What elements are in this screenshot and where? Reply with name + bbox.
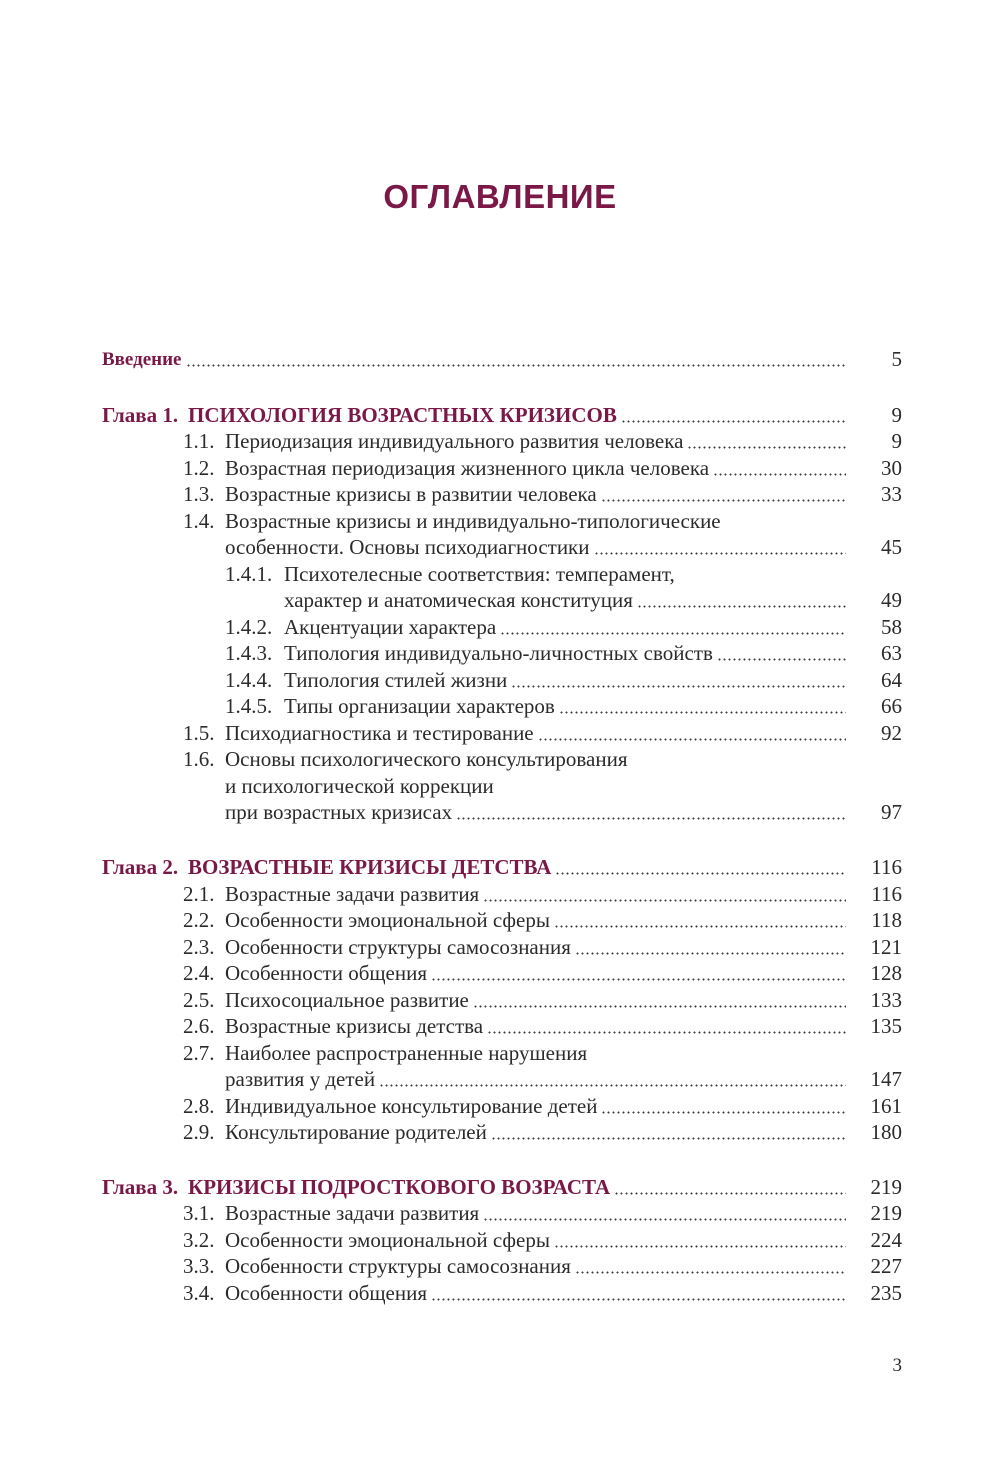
toc-entry-page: 92 (881, 721, 902, 745)
toc-entry-2-9[interactable] (183, 1119, 850, 1146)
toc-entry-page: 128 (870, 961, 902, 985)
toc-entry-page: 219 (870, 1201, 902, 1225)
dot-leader (431, 966, 846, 982)
toc-entry-page: 97 (881, 800, 902, 824)
toc-entry-number: 1.5. (183, 721, 215, 745)
toc-entry-2-7[interactable] (183, 1040, 850, 1067)
toc-entry-number: 1.2. (183, 456, 215, 480)
toc-entry-1-2[interactable] (183, 455, 850, 482)
toc-entry-title: Психосоциальное развитие (225, 988, 469, 1012)
toc-entry-number: 2.7. (183, 1041, 215, 1065)
toc-entry-title: Возрастные кризисы в развитии человека (225, 482, 597, 506)
dot-leader (186, 352, 847, 368)
dot-leader (483, 1206, 846, 1222)
toc-entry-number: 1.4. (183, 509, 215, 533)
toc-entry-1-4-3[interactable] (225, 640, 850, 667)
toc-entry-title: Возрастные кризисы и индивидуально-типологические (225, 509, 721, 533)
dot-leader (601, 487, 846, 503)
toc-entry-page: 219 (870, 1175, 902, 1199)
toc-entry-page: 180 (870, 1120, 902, 1144)
toc-entry-number: 1.3. (183, 482, 215, 506)
toc-entry-2-8[interactable] (183, 1093, 850, 1120)
toc-entry-title: Особенности эмоциональной сферы (225, 1228, 550, 1252)
dot-leader (379, 1072, 846, 1088)
toc-entry-number: Глава 2. (102, 855, 179, 879)
toc-entry-chapter-1[interactable] (102, 402, 850, 429)
page-number: 3 (892, 1355, 902, 1376)
toc-entry-page: 116 (871, 855, 902, 879)
toc-entry-number: 2.4. (183, 961, 215, 985)
toc-entry-1-3[interactable] (183, 481, 850, 508)
dot-leader (554, 1233, 846, 1249)
toc-entry-page: 5 (891, 347, 902, 371)
toc-entry-2-5[interactable] (183, 987, 850, 1014)
toc-entry-number: 1.4.3. (225, 641, 273, 665)
toc-entry-number: 3.3. (183, 1254, 215, 1278)
toc-entry-1-6-continued-2[interactable] (225, 799, 850, 826)
toc-entry-title: Особенности общения (225, 1281, 428, 1305)
toc-entry-number: Глава 3. (102, 1175, 179, 1199)
toc-entry-1-4-5[interactable] (225, 693, 850, 720)
dot-leader (601, 1099, 846, 1115)
toc-entry-number: 1.4.2. (225, 615, 273, 639)
toc-entry-number: 2.2. (183, 908, 215, 932)
toc-entry-title: развития у детей (225, 1067, 376, 1091)
toc-entry-title: Типы организации характеров (284, 694, 555, 718)
toc-entry-title: ПСИХОЛОГИЯ ВОЗРАСТНЫХ КРИЗИСОВ (188, 403, 617, 427)
toc-entry-title: особенности. Основы психодиагностики (225, 535, 590, 559)
dot-leader (554, 913, 846, 929)
dot-leader (621, 408, 846, 424)
toc-entry-number: 2.5. (183, 988, 215, 1012)
toc-entry-chapter-3[interactable] (102, 1174, 850, 1201)
toc-entry-title: Особенности структуры самосознания (225, 935, 571, 959)
toc-entry-3-3[interactable] (183, 1253, 850, 1280)
toc-entry-number: 3.4. (183, 1281, 215, 1305)
toc-entry-1-4-1[interactable] (225, 561, 850, 588)
toc-entry-2-2[interactable] (183, 907, 850, 934)
dot-leader (717, 646, 846, 662)
toc-entry-page: 64 (881, 668, 902, 692)
toc-entry-1-6[interactable] (183, 746, 850, 773)
toc-entry-title: Психотелесные соответствия: темперамент, (284, 562, 675, 586)
toc-entry-1-1[interactable] (183, 428, 850, 455)
toc-entry-page: 33 (881, 482, 902, 506)
toc-entry-2-4[interactable] (183, 960, 850, 987)
toc-entry-1-4[interactable] (183, 508, 850, 535)
dot-leader (713, 461, 846, 477)
toc-entry-1-5[interactable] (183, 720, 850, 747)
toc-entry-title: Возрастные кризисы детства (225, 1014, 484, 1038)
dot-leader (538, 726, 846, 742)
toc-entry-3-1[interactable] (183, 1200, 850, 1227)
toc-entry-page: 58 (881, 615, 902, 639)
toc-entry-number: 1.4.4. (225, 668, 273, 692)
dot-leader (473, 993, 846, 1009)
toc-entry-number: Глава 1. (102, 403, 179, 427)
toc-entry-number: 1.4.5. (225, 694, 273, 718)
toc-entry-title: Акцентуации характера (284, 615, 497, 639)
dot-leader (511, 673, 846, 689)
toc-entry-3-4[interactable] (183, 1280, 850, 1307)
toc-entry-page: 118 (871, 908, 902, 932)
toc-entry-number: 2.9. (183, 1120, 215, 1144)
toc-entry-1-4-2[interactable] (225, 614, 850, 641)
dot-leader (500, 620, 846, 636)
toc-entry-page: 49 (881, 588, 902, 612)
toc-entry-page: 227 (870, 1254, 902, 1278)
toc-entry-title: Периодизация индивидуального развития человека (225, 429, 684, 453)
toc-entry-page: 121 (870, 935, 902, 959)
toc-entry-page: 224 (870, 1228, 902, 1252)
page-title: ОГЛАВЛЕНИЕ (383, 178, 617, 215)
toc-entry-title: Особенности эмоциональной сферы (225, 908, 550, 932)
toc-entry-number: 3.1. (183, 1201, 215, 1225)
toc-entry-page: 30 (881, 456, 902, 480)
toc-entry-number: 1.4.1. (225, 562, 273, 586)
toc-entry-title: Возрастные задачи развития (225, 1201, 480, 1225)
toc-entry-page: 135 (870, 1014, 902, 1038)
dot-leader (487, 1019, 846, 1035)
toc-entry-title: Возрастная периодизация жизненного цикла человека (225, 456, 710, 480)
toc-entry-number: 3.2. (183, 1228, 215, 1252)
toc-entry-title: Типология стилей жизни (284, 668, 508, 692)
dot-leader (637, 593, 846, 609)
toc-entry-title: Индивидуальное консультирование детей (225, 1094, 598, 1118)
toc-entry-1-4-1-continued[interactable] (284, 587, 850, 614)
dot-leader (594, 540, 847, 556)
toc-entry-page: 9 (891, 429, 902, 453)
toc-entry-number: 2.8. (183, 1094, 215, 1118)
toc-entry-1-6-continued[interactable] (225, 773, 850, 800)
toc-entry-number: 2.3. (183, 935, 215, 959)
toc-entry-3-2[interactable] (183, 1227, 850, 1254)
toc-entry-title: Возрастные задачи развития (225, 882, 480, 906)
dot-leader (559, 699, 846, 715)
toc-entry-title: и психологической коррекции (225, 774, 494, 798)
toc-entry-page: 235 (870, 1281, 902, 1305)
toc-entry-title: при возрастных кризисах (225, 800, 453, 824)
toc-entry-2-3[interactable] (183, 934, 850, 961)
toc-entry-page: 45 (881, 535, 902, 559)
dot-leader (614, 1180, 846, 1196)
toc-entry-1-4-continued[interactable] (225, 534, 850, 561)
dot-leader (575, 940, 846, 956)
toc-entry-title: Типология индивидуально-личностных свойств (284, 641, 713, 665)
toc-entry-chapter-2[interactable] (102, 854, 850, 881)
toc-entry-title: КРИЗИСЫ ПОДРОСТКОВОГО ВОЗРАСТА (188, 1175, 611, 1199)
toc-entry-page: 66 (881, 694, 902, 718)
toc-entry-page: 147 (870, 1067, 902, 1091)
toc-entry-page: 116 (871, 882, 902, 906)
toc-entry-page: 63 (881, 641, 902, 665)
toc-entry-title: Консультирование родителей (225, 1120, 487, 1144)
toc-entry-number: 2.1. (183, 882, 215, 906)
toc-entry-title: Введение (102, 349, 182, 370)
toc-entry-title: Особенности структуры самосознания (225, 1254, 571, 1278)
toc-entry-title: Наиболее распространенные нарушения (225, 1041, 588, 1065)
toc-entry-2-6[interactable] (183, 1013, 850, 1040)
toc-entry-title: ВОЗРАСТНЫЕ КРИЗИСЫ ДЕТСТВА (188, 855, 552, 879)
toc-entry-number: 2.6. (183, 1014, 215, 1038)
toc-entry-page: 133 (870, 988, 902, 1012)
dot-leader (483, 887, 846, 903)
dot-leader (575, 1259, 846, 1275)
toc-entry-title: Психодиагностика и тестирование (225, 721, 534, 745)
toc-entry-title: Основы психологического консультирования (225, 747, 628, 771)
dot-leader (456, 805, 846, 821)
toc-entry-number: 1.1. (183, 429, 215, 453)
toc-entry-introduction[interactable] (102, 346, 850, 373)
dot-leader (431, 1286, 846, 1302)
dot-leader (687, 434, 846, 450)
dot-leader (491, 1125, 846, 1141)
toc-entry-1-4-4[interactable] (225, 667, 850, 694)
toc-entry-2-1[interactable] (183, 881, 850, 908)
toc-entry-title: Особенности общения (225, 961, 428, 985)
toc-entry-page: 9 (891, 403, 902, 427)
toc-entry-number: 1.6. (183, 747, 215, 771)
dot-leader (555, 860, 846, 876)
toc-entry-page: 161 (870, 1094, 902, 1118)
toc-entry-title: характер и анатомическая конституция (284, 588, 633, 612)
toc-entry-2-7-continued[interactable] (225, 1066, 850, 1093)
